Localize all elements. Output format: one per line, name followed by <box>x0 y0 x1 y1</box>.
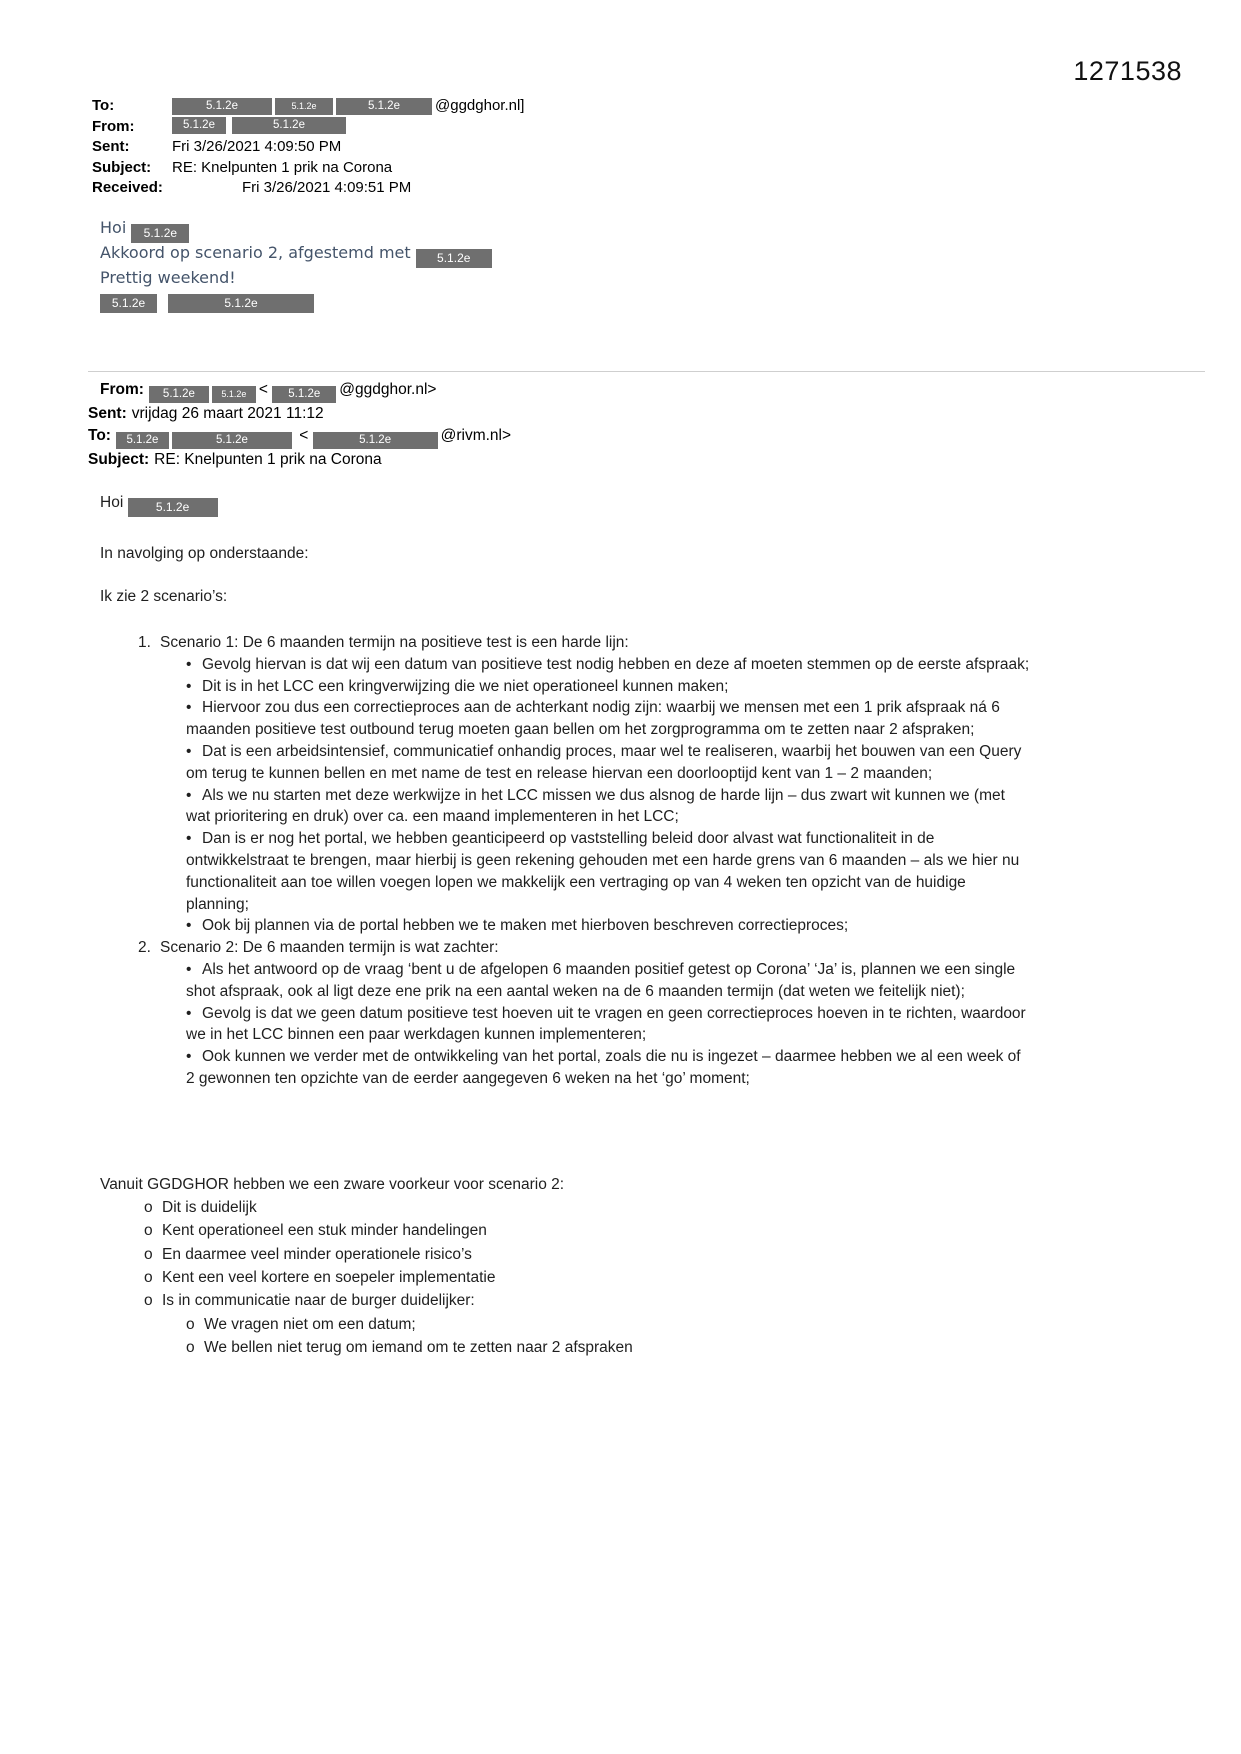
from-value <box>172 117 349 134</box>
bullet-item: • Als het antwoord op de vraag ‘bent u de afgelopen 6 maanden positief getest op Corona’ ‘Ja’ is, plannen we een single shot afspraak, ook al ligt deze ene prik na een aantal weken na de 6 maanden termijn (dat weten we feitelijk niet); <box>186 960 1016 1000</box>
to-label: To: <box>92 97 115 114</box>
text-segment: RE: Knelpunten 1 prik na Corona <box>154 450 382 468</box>
circle-bullet-icon: o <box>144 1268 153 1286</box>
sent-value <box>172 137 341 158</box>
header-row-to <box>92 96 524 117</box>
redaction-box: 5.1.2e <box>172 117 226 134</box>
redaction-box: 5.1.2e <box>272 386 336 403</box>
preference-intro: Vanuit GGDGHOR hebben we een zware voorkeur voor scenario 2: <box>100 1175 565 1193</box>
circle-bullet-icon: o <box>144 1198 153 1216</box>
redaction-box: 5.1.2e <box>172 98 272 115</box>
redaction-box: 5.1.2e <box>212 386 256 403</box>
bullet-icon: • <box>186 1048 192 1066</box>
redaction-box: 5.1.2e <box>232 117 346 134</box>
redaction-box: 5.1.2e <box>100 294 157 313</box>
preference-item: o We bellen niet terug om iemand om te zetten naar 2 afspraken <box>186 1336 1030 1359</box>
bullet-icon: • <box>186 699 192 717</box>
quoted-row-subject <box>88 449 511 471</box>
bullet-icon: • <box>186 917 192 935</box>
preference-item: o Kent een veel kortere en soepeler implementatie <box>144 1266 1030 1289</box>
header-row-from <box>92 117 524 138</box>
bullet-icon: • <box>186 1004 192 1022</box>
text-segment: Akkoord op scenario 2, afgestemd met <box>100 243 416 262</box>
text-segment: < <box>258 381 273 398</box>
spacer <box>172 188 242 189</box>
signature-redactions <box>100 288 495 313</box>
text-segment: Hoi <box>100 494 128 511</box>
received-label: Received: <box>92 179 163 196</box>
email-body-top <box>100 218 495 313</box>
quoted-from-label: From: <box>100 381 144 398</box>
quoted-from-value <box>149 381 437 398</box>
circle-bullet-icon: o <box>186 1339 195 1357</box>
greeting-line <box>100 218 495 243</box>
quoted-sent-label: Sent: <box>88 405 127 422</box>
preference-item: o We vragen niet om een datum; <box>186 1313 1030 1336</box>
circle-bullet-icon: o <box>186 1315 195 1333</box>
intro-line-2: Ik zie 2 scenario’s: <box>100 588 228 605</box>
bullet-item: • Gevolg is dat we geen datum positieve test hoeven uit te vragen en geen correctieproces hoeven in te richten, waardoor we in het LCC binnen een paar werkdagen kunnen implementeren; <box>186 1004 1026 1044</box>
redaction-box: 5.1.2e <box>172 432 292 449</box>
bullet-item: • Dat is een arbeidsintensief, communicatief onhandig proces, maar wel te realiseren, waarbij het bouwen van een Query om terug te kunnen bellen en met name de test en release hiervan een doorlooptijd kent van 1 – 2 maanden; <box>186 742 1022 782</box>
bullet-icon: • <box>186 742 192 760</box>
redaction-box: 5.1.2e <box>336 98 432 115</box>
preference-list <box>100 1196 1030 1360</box>
subject-label: Subject: <box>92 158 152 176</box>
text-segment: < <box>294 426 313 444</box>
bullet-item: • Hiervoor zou dus een correctieproces aan de achterkant nodig zijn: waarbij we mensen met een 1 prik afspraak ná 6 maanden positieve test outbound terug moeten gaan bellen om het zorgprogramma om te zetten naar 2 afspraken; <box>186 699 1000 739</box>
scenario-title <box>138 937 1030 959</box>
scenario-title-text: Scenario 1: De 6 maanden termijn na positieve test is een harde lijn: <box>160 634 629 651</box>
quoted-email-header <box>88 379 511 470</box>
bullet-item: • Ook kunnen we verder met de ontwikkeling van het portal, zoals die nu is ingezet – daarmee hebben we al een week of 2 gewonnen ten opzichte van de eerder aangegeven 6 weken na het ‘go’ moment; <box>186 1048 1021 1087</box>
from-label: From: <box>92 117 135 135</box>
bullet-item: • Dan is er nog het portal, we hebben geanticipeerd op vaststelling beleid door alvast wat functionaliteit in de ontwikkelstraat te brengen, maar hierbij is geen rekening gehouden met een harde grens van 6 maanden – als we hier nu functionaliteit aan toe willen voegen lopen we makkelijk een vertraging op van 4 weken ten opzicht van de huidige planning; <box>186 830 1020 913</box>
text-segment: @rivm.nl> <box>440 426 512 444</box>
received-value <box>172 178 411 199</box>
header-row-sent <box>92 137 524 158</box>
bullet-icon: • <box>186 960 192 978</box>
bullet-icon: • <box>186 655 192 673</box>
text-segment: Fri 3/26/2021 4:09:51 PM <box>242 179 412 196</box>
redaction-box: 5.1.2e <box>275 98 333 115</box>
circle-bullet-icon: o <box>144 1292 153 1310</box>
document-number: 1271538 <box>1073 56 1182 86</box>
bullet-icon: • <box>186 677 192 695</box>
subject-value <box>172 158 392 179</box>
intro-line-1: In navolging op onderstaande: <box>100 545 309 562</box>
preference-item: o Kent operationeel een stuk minder handelingen <box>144 1219 1030 1242</box>
text-segment: @ggdghor.nl] <box>435 97 525 114</box>
quoted-row-sent <box>88 403 511 425</box>
spacer <box>160 302 168 303</box>
text-segment: Hoi <box>100 218 132 237</box>
redaction-box: 5.1.2e <box>168 294 314 313</box>
scenario-list <box>100 632 1030 1090</box>
quoted-subject-value <box>154 451 381 468</box>
text-segment: Fri 3/26/2021 4:09:50 PM <box>172 138 342 155</box>
approval-line <box>100 243 495 268</box>
redaction-box: 5.1.2e <box>116 432 169 449</box>
quoted-row-to <box>88 425 511 449</box>
email-body-quoted <box>100 492 1030 1360</box>
text-segment: vrijdag 26 maart 2021 11:12 <box>131 405 324 422</box>
quoted-sent-value <box>132 405 324 422</box>
quoted-email-divider <box>88 371 1205 372</box>
bullet-icon: • <box>186 786 192 804</box>
scenario-number: 1. <box>138 634 151 651</box>
header-row-subject <box>92 158 524 179</box>
scenario-number: 2. <box>138 939 151 957</box>
quoted-subject-label: Subject: <box>88 450 150 468</box>
to-value <box>172 96 524 117</box>
bullet-item: • Gevolg hiervan is dat wij een datum van positieve test nodig hebben en deze af moeten stemmen op de eerste afspraak; <box>186 654 1030 676</box>
redaction-box: 5.1.2e <box>131 224 189 243</box>
circle-bullet-icon: o <box>144 1222 153 1240</box>
preference-item: o Is in communicatie naar de burger duidelijker: <box>144 1289 1030 1312</box>
scenario-title <box>138 632 1030 654</box>
bullet-item: • Dit is in het LCC een kringverwijzing die we niet operationeel kunnen maken; <box>186 676 1030 698</box>
bullet-icon: • <box>186 830 192 848</box>
email-header <box>92 96 524 199</box>
bullet-item: • Ook bij plannen via de portal hebben we te maken met hierboven beschreven correctieproces; <box>186 915 1030 937</box>
text-segment: RE: Knelpunten 1 prik na Corona <box>172 158 393 176</box>
redaction-box: 5.1.2e <box>149 386 209 403</box>
sent-label: Sent: <box>92 138 130 155</box>
redaction-box: 5.1.2e <box>416 249 492 268</box>
quoted-to-value <box>116 427 511 444</box>
redaction-box: 5.1.2e <box>313 432 438 449</box>
redaction-box: 5.1.2e <box>128 498 218 517</box>
text-segment: @ggdghor.nl> <box>339 381 437 398</box>
scenario-title-text: Scenario 2: De 6 maanden termijn is wat zachter: <box>160 939 499 957</box>
bullet-item: • Als we nu starten met deze werkwijze in het LCC missen we dus alsnog de harde lijn – dus zwart wit kunnen we (met wat prioritering en druk) over ca. een maand implementeren in het LCC; <box>186 786 1005 826</box>
closing-line <box>100 268 495 288</box>
circle-bullet-icon: o <box>144 1245 153 1263</box>
text-segment: Prettig weekend! <box>100 268 236 287</box>
preference-item: o En daarmee veel minder operationele risico’s <box>144 1243 1030 1266</box>
header-row-received <box>92 178 524 199</box>
preference-item: o Dit is duidelijk <box>144 1196 1030 1219</box>
quoted-row-from <box>88 379 511 403</box>
quoted-to-label: To: <box>88 426 111 444</box>
quoted-greeting-line <box>100 492 1030 517</box>
